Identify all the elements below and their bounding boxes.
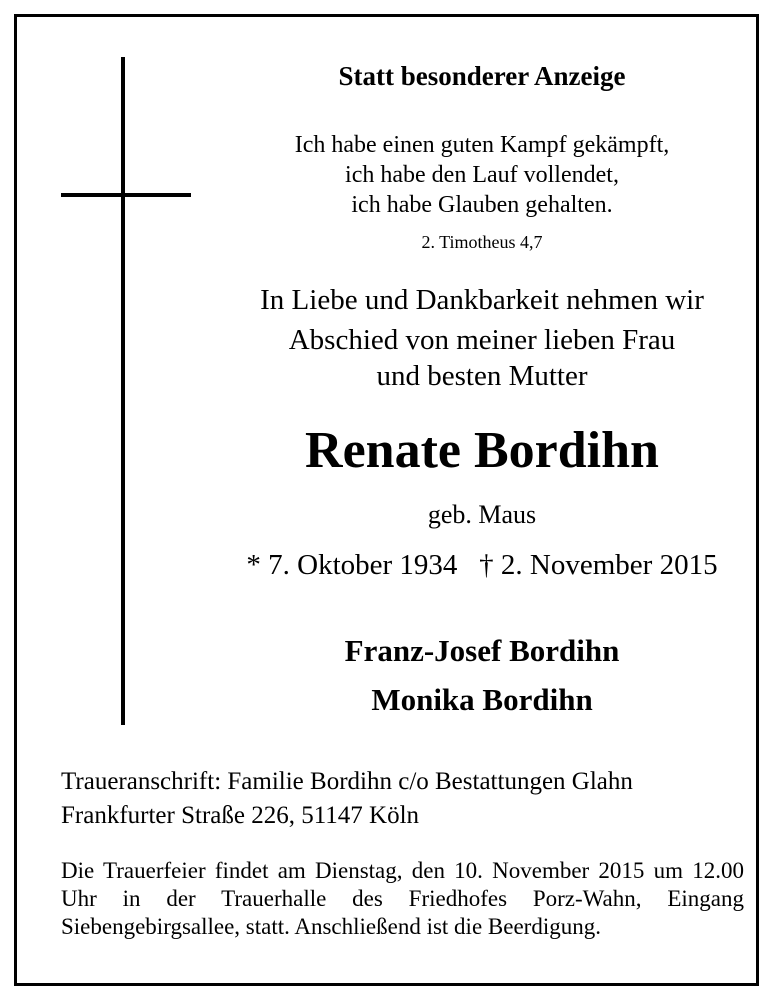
condolence-address: Traueranschrift: Familie Bordihn c/o Bestattungen Glahn [61,768,633,795]
obituary-notice [14,14,759,986]
cross-icon [121,57,125,725]
service-details: Die Trauerfeier findet am Dienstag, den 10. November 2015 um 12.00 Uhr in der Trauerhalle des Friedhofes Porz-Wahn, Eingang Siebengebirgsallee, statt. Anschließend ist die Beerdigung. [61,858,744,939]
mourner-name: Monika Bordihn [371,682,593,717]
intro-line: und besten Mutter [376,360,588,392]
birth-name: geb. Maus [427,500,537,529]
notice-heading: Statt besonderer Anzeige [338,61,626,91]
life-dates: * 7. Oktober 1934 † 2. November 2015 [246,549,718,581]
intro-line: Abschied von meiner lieben Frau [288,324,676,356]
verse-line: Ich habe einen guten Kampf gekämpft, [294,132,670,158]
verse-line: ich habe Glauben gehalten. [351,192,613,218]
cross-icon-crossbar [61,193,191,197]
condolence-address-street: Frankfurter Straße 226, 51147 Köln [61,802,420,829]
intro-line: In Liebe und Dankbarkeit nehmen wir [260,284,704,316]
verse-reference: 2. Timotheus 4,7 [421,232,543,252]
mourner-name: Franz-Josef Bordihn [344,633,620,668]
verse-line: ich habe den Lauf vollendet, [345,162,619,188]
deceased-name: Renate Bordihn [305,422,659,479]
